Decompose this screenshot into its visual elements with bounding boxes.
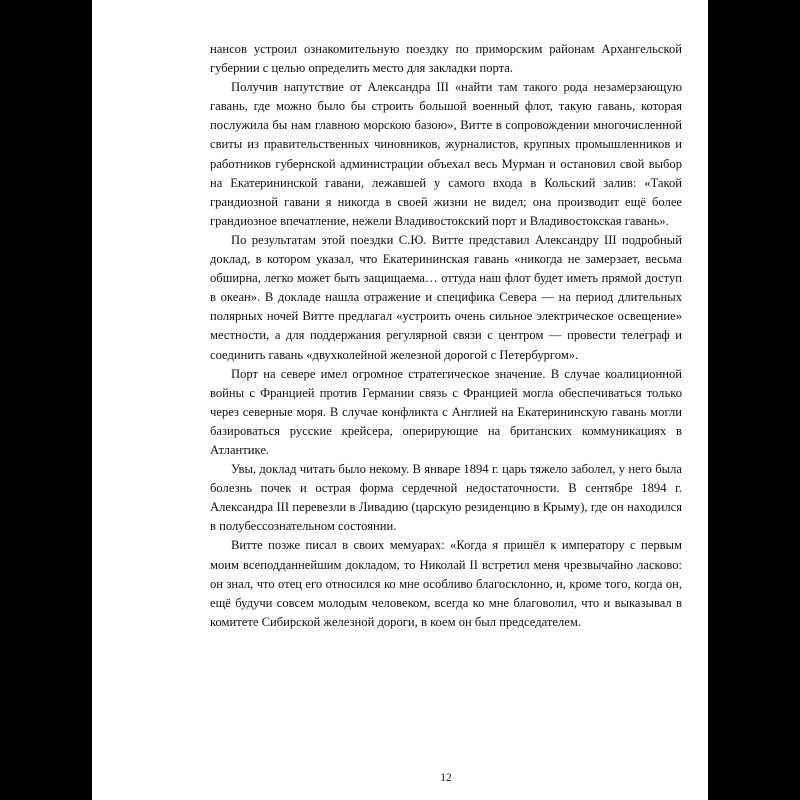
text-column: [210, 40, 682, 632]
page-number: 12: [440, 772, 452, 784]
paragraph: Получив напутствие от Александра III «найти там такого рода незамерзающую гавань, где можно было бы строить большой военный флот, такую гавань, которая послужила бы нам главною морскою базою», Витте в сопровождении многочисленной свиты из правительственных чиновников, журналистов, крупных промышленников и работников губернской администрации объехал весь Мурман и остановил свой выбор на Екатерининской гавани, лежавшей у самого входа в Кольский залив: «Такой грандиозной гавани я никогда в своей жизни не видел; она производит ещё более грандиозное впечатление, нежели Владивостокский порт и Владивостокская гавань».: [210, 80, 682, 228]
book-page-sheet: [92, 0, 708, 800]
paragraph: Увы, доклад читать было некому. В январе 1894 г. царь тяжело заболел, у него была болезнь почек и острая форма сердечной недостаточности. В сентябре 1894 г. Александра III перевезли в Ливадию (царскую резиденцию в Крыму), где он находился в полубессознательном состоянии.: [210, 462, 682, 534]
paragraph: По результатам этой поездки С.Ю. Витте представил Александру III подробный доклад, в котором указал, что Екатерининская гавань «никогда не замерзает, весьма обширна, легко может быть защищаема… оттуда наш флот будет иметь прямой доступ в океан». В докладе нашла отражение и специфика Севера — на период длительных полярных ночей Витте предлагал «устроить очень сильное электрическое освещение» местности, а для поддержания регулярной связи с центром — провести телеграф и соединить гавань «двухколейной железной дорогой с Петербургом».: [210, 232, 682, 362]
paragraph-continuation: нансов устроил ознакомительную поездку по приморским районам Архангельской губернии с целью определить место для закладки порта.: [210, 42, 682, 76]
paragraph: Порт на севере имел огромное стратегическое значение. В случае коалиционной войны с Францией против Германии связь с Францией могла обеспечиваться только через северные моря. В случае конфликта с Англией на Екатерининскую гавань могли базироваться русские крейсера, оперирующие на британских коммуникациях в Атлантике.: [210, 366, 682, 457]
paragraph: Витте позже писал в своих мемуарах: «Когда я пришёл к императору с первым моим всеподданнейшим докладом, то Николай II встретил меня чрезвычайно ласково: он знал, что отец его относился ко мне особливо благосклонно, и, кроме того, когда он, ещё будучи совсем молодым человеком, всегда ко мне благоволил, что и выказывал в комитете Сибирской железной дороги, в коем он был председателем.: [210, 538, 682, 629]
